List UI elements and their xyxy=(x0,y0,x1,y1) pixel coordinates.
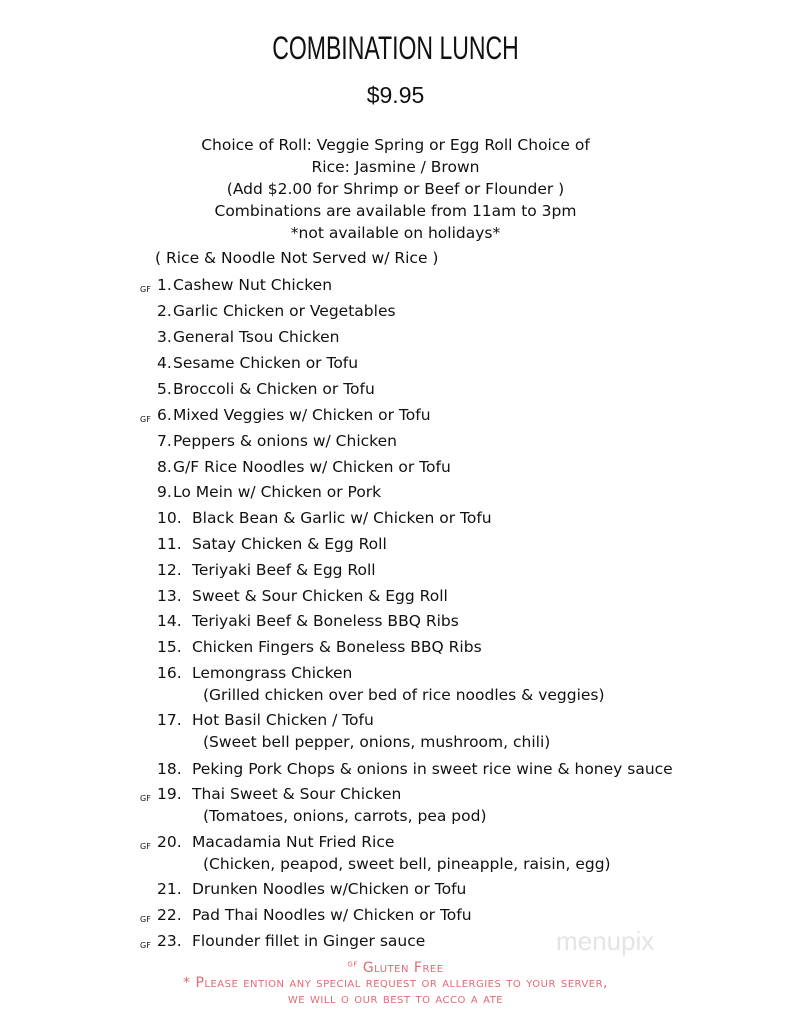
item-name: Drunken Noodles w/Chicken or Tofu xyxy=(192,880,467,898)
item-name: Pad Thai Noodles w/ Chicken or Tofu xyxy=(192,906,472,924)
item-name: Peppers & onions w/ Chicken xyxy=(173,432,397,450)
item-number: 15. xyxy=(157,638,182,656)
item-name: Flounder fillet in Ginger sauce xyxy=(192,932,426,950)
item-number: 1. xyxy=(157,276,172,294)
item-name: Teriyaki Beef & Boneless BBQ Ribs xyxy=(192,612,459,630)
gluten-free-legend xyxy=(0,960,791,976)
gluten-free-mark: GF xyxy=(140,842,151,851)
item-number: 19. xyxy=(157,785,182,803)
info-line: Choice of Roll: Veggie Spring or Egg Roll Choice of xyxy=(201,136,590,154)
menu-info xyxy=(0,134,791,244)
item-number: 13. xyxy=(157,587,182,605)
menu-price: $9.95 xyxy=(366,82,425,108)
item-number: 3. xyxy=(157,328,172,346)
item-number: 7. xyxy=(157,432,172,450)
item-number: 22. xyxy=(157,906,182,924)
item-name: Satay Chicken & Egg Roll xyxy=(192,535,387,553)
item-name: Macadamia Nut Fried Rice xyxy=(192,833,395,851)
item-name: Sesame Chicken or Tofu xyxy=(173,354,359,372)
info-line: *not available on holidays* xyxy=(290,224,501,242)
gluten-free-mark: GF xyxy=(140,915,151,924)
rice-noodle-note: ( Rice & Noodle Not Served w/ Rice ) xyxy=(155,249,439,267)
item-name: Sweet & Sour Chicken & Egg Roll xyxy=(192,587,448,605)
item-name: Lemongrass Chicken xyxy=(192,664,353,682)
item-name: General Tsou Chicken xyxy=(173,328,340,346)
info-line: (Add $2.00 for Shrimp or Beef or Flounder ) xyxy=(226,180,565,198)
item-number: 17. xyxy=(157,711,182,729)
watermark-logo: menupix xyxy=(556,926,655,956)
info-line: Rice: Jasmine / Brown xyxy=(311,158,480,176)
item-number: 10. xyxy=(157,509,182,527)
item-name: Peking Pork Chops & onions in sweet rice wine & honey sauce xyxy=(192,760,673,778)
item-name: Black Bean & Garlic w/ Chicken or Tofu xyxy=(192,509,492,527)
item-name: G/F Rice Noodles w/ Chicken or Tofu xyxy=(173,458,451,476)
item-name: Mixed Veggies w/ Chicken or Tofu xyxy=(173,406,431,424)
gf-mark: GF xyxy=(347,960,358,969)
item-number: 5. xyxy=(157,380,172,398)
item-number: 18. xyxy=(157,760,182,778)
gluten-free-mark: GF xyxy=(140,941,151,950)
item-number: 20. xyxy=(157,833,182,851)
item-number: 23. xyxy=(157,932,182,950)
menu-title: COMBINATION LUNCH xyxy=(272,30,519,66)
item-name: Teriyaki Beef & Egg Roll xyxy=(192,561,376,579)
item-number: 6. xyxy=(157,406,172,424)
item-description: (Chicken, peapod, sweet bell, pineapple, raisin, egg) xyxy=(203,855,611,873)
gluten-free-mark: GF xyxy=(140,794,151,803)
item-name: Broccoli & Chicken or Tofu xyxy=(173,380,375,398)
item-name: Thai Sweet & Sour Chicken xyxy=(192,785,402,803)
item-number: 21. xyxy=(157,880,182,898)
item-number: 8. xyxy=(157,458,172,476)
item-number: 9. xyxy=(157,483,172,501)
item-number: 16. xyxy=(157,664,182,682)
item-number: 4. xyxy=(157,354,172,372)
footer-line-1: * Please ention any special request or allergies to your server, xyxy=(183,975,608,991)
item-name: Lo Mein w/ Chicken or Pork xyxy=(173,483,382,501)
item-number: 2. xyxy=(157,302,172,320)
item-name: Garlic Chicken or Vegetables xyxy=(173,302,396,320)
item-number: 12. xyxy=(157,561,182,579)
item-number: 11. xyxy=(157,535,182,553)
gluten-free-mark: GF xyxy=(140,285,151,294)
item-description: (Sweet bell pepper, onions, mushroom, chili) xyxy=(203,733,551,751)
item-name: Hot Basil Chicken / Tofu xyxy=(192,711,374,729)
item-description: (Tomatoes, onions, carrots, pea pod) xyxy=(203,807,487,825)
gluten-free-mark: GF xyxy=(140,415,151,424)
item-number: 14. xyxy=(157,612,182,630)
item-name: Cashew Nut Chicken xyxy=(173,276,333,294)
footer-line-2: we will o our best to acco a ate xyxy=(287,991,504,1007)
item-name: Chicken Fingers & Boneless BBQ Ribs xyxy=(192,638,482,656)
item-description: (Grilled chicken over bed of rice noodles & veggies) xyxy=(203,686,605,704)
gf-legend-text: Gluten Free xyxy=(362,960,444,976)
info-line: Combinations are available from 11am to 3pm xyxy=(214,202,577,220)
